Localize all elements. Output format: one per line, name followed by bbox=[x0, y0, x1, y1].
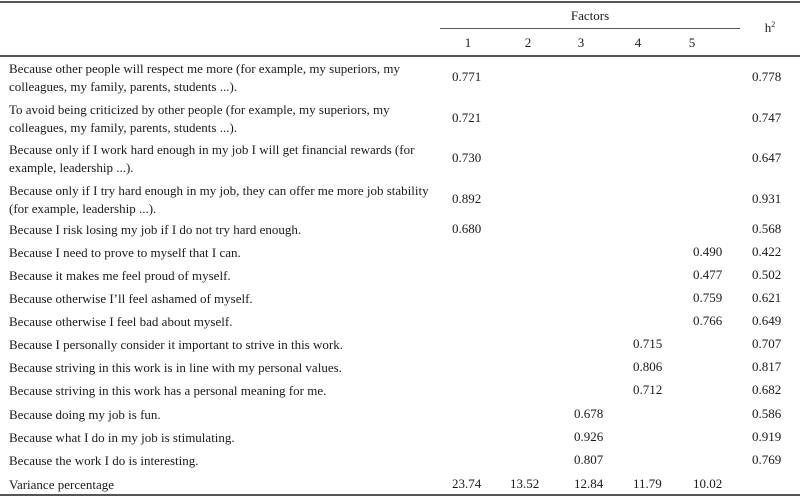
item-text: Because striving in this work is in line with my personal values. bbox=[9, 360, 342, 375]
item-text: Because I personally consider it important to strive in this work. bbox=[9, 337, 343, 352]
h2-header: $h^2$ bbox=[764, 20, 776, 35]
variance-f5: 10.02 bbox=[693, 476, 723, 491]
variance-f3: 12.84 bbox=[574, 476, 604, 491]
item-text: Because only if I try hard enough in my job, they can offer me more job stability (for example, leadership ...). bbox=[9, 183, 429, 216]
variance-f1: 23.74 bbox=[452, 476, 482, 491]
communality-cell: 0.422 bbox=[752, 244, 782, 259]
communality-cell: 0.621 bbox=[752, 290, 782, 305]
item-text: Because what I do in my job is stimulating. bbox=[9, 430, 235, 445]
loading-cell-f1: 0.721 bbox=[452, 110, 482, 125]
factors-span-rule bbox=[440, 28, 740, 29]
factor-5-header: 5 bbox=[688, 35, 696, 50]
communality-cell: 0.707 bbox=[752, 336, 782, 351]
variance-f2: 13.52 bbox=[510, 476, 540, 491]
communality-cell: 0.649 bbox=[752, 313, 782, 328]
communality-cell: 0.747 bbox=[752, 110, 782, 125]
loading-cell-f1: 0.680 bbox=[452, 221, 482, 236]
variance-f4: 11.79 bbox=[633, 476, 662, 491]
loading-cell-f1: 0.730 bbox=[452, 150, 482, 165]
loading-cell-f3: 0.807 bbox=[574, 452, 604, 467]
loading-cell-f5: 0.759 bbox=[693, 290, 723, 305]
factor-4-header: 4 bbox=[634, 35, 642, 50]
loading-cell-f3: 0.926 bbox=[574, 429, 604, 444]
variance-label: Variance percentage bbox=[9, 477, 115, 492]
communality-cell: 0.682 bbox=[752, 382, 782, 397]
communality-cell: 0.919 bbox=[752, 429, 782, 444]
loading-cell-f5: 0.490 bbox=[693, 244, 723, 259]
communality-cell: 0.502 bbox=[752, 267, 782, 282]
communality-cell: 0.931 bbox=[752, 191, 782, 206]
item-text: Because I need to prove to myself that I can. bbox=[9, 245, 241, 260]
item-text: Because other people will respect me more (for example, my superiors, my colleagues, my family, parents, students ...). bbox=[9, 61, 400, 94]
communality-cell: 0.769 bbox=[752, 452, 782, 467]
factor-2-header: 2 bbox=[524, 35, 532, 50]
loading-cell-f5: 0.477 bbox=[693, 267, 723, 282]
item-text: Because doing my job is fun. bbox=[9, 407, 161, 422]
loading-cell-f1: 0.771 bbox=[452, 69, 482, 84]
header-bottom-rule bbox=[0, 55, 800, 57]
item-text: Because otherwise I feel bad about myself. bbox=[9, 314, 233, 329]
loading-cell-f4: 0.715 bbox=[633, 336, 663, 351]
loading-cell-f4: 0.806 bbox=[633, 359, 663, 374]
item-text: To avoid being criticized by other people (for example, my superiors, my colleagues, my family, parents, students ...). bbox=[9, 102, 390, 135]
table-top-rule bbox=[0, 1, 800, 3]
item-text: Because I risk losing my job if I do not try hard enough. bbox=[9, 222, 302, 237]
communality-cell: 0.586 bbox=[752, 406, 782, 421]
item-text: Because the work I do is interesting. bbox=[9, 453, 199, 468]
loading-cell-f5: 0.766 bbox=[693, 313, 723, 328]
loading-cell-f4: 0.712 bbox=[633, 382, 663, 397]
factors-header: Factors bbox=[570, 8, 610, 23]
loading-cell-f1: 0.892 bbox=[452, 191, 482, 206]
item-text: Because it makes me feel proud of myself. bbox=[9, 268, 231, 283]
communality-cell: 0.817 bbox=[752, 359, 782, 374]
item-text: Because otherwise I’ll feel ashamed of myself. bbox=[9, 291, 253, 306]
factor-3-header: 3 bbox=[577, 35, 585, 50]
communality-cell: 0.778 bbox=[752, 69, 782, 84]
communality-cell: 0.568 bbox=[752, 221, 782, 236]
table-bottom-rule bbox=[0, 494, 800, 496]
loading-cell-f3: 0.678 bbox=[574, 406, 604, 421]
item-text: Because striving in this work has a personal meaning for me. bbox=[9, 383, 327, 398]
communality-cell: 0.647 bbox=[752, 150, 782, 165]
item-text: Because only if I work hard enough in my job I will get financial rewards (for example, leadership ...). bbox=[9, 142, 415, 175]
factor-1-header: 1 bbox=[464, 35, 472, 50]
